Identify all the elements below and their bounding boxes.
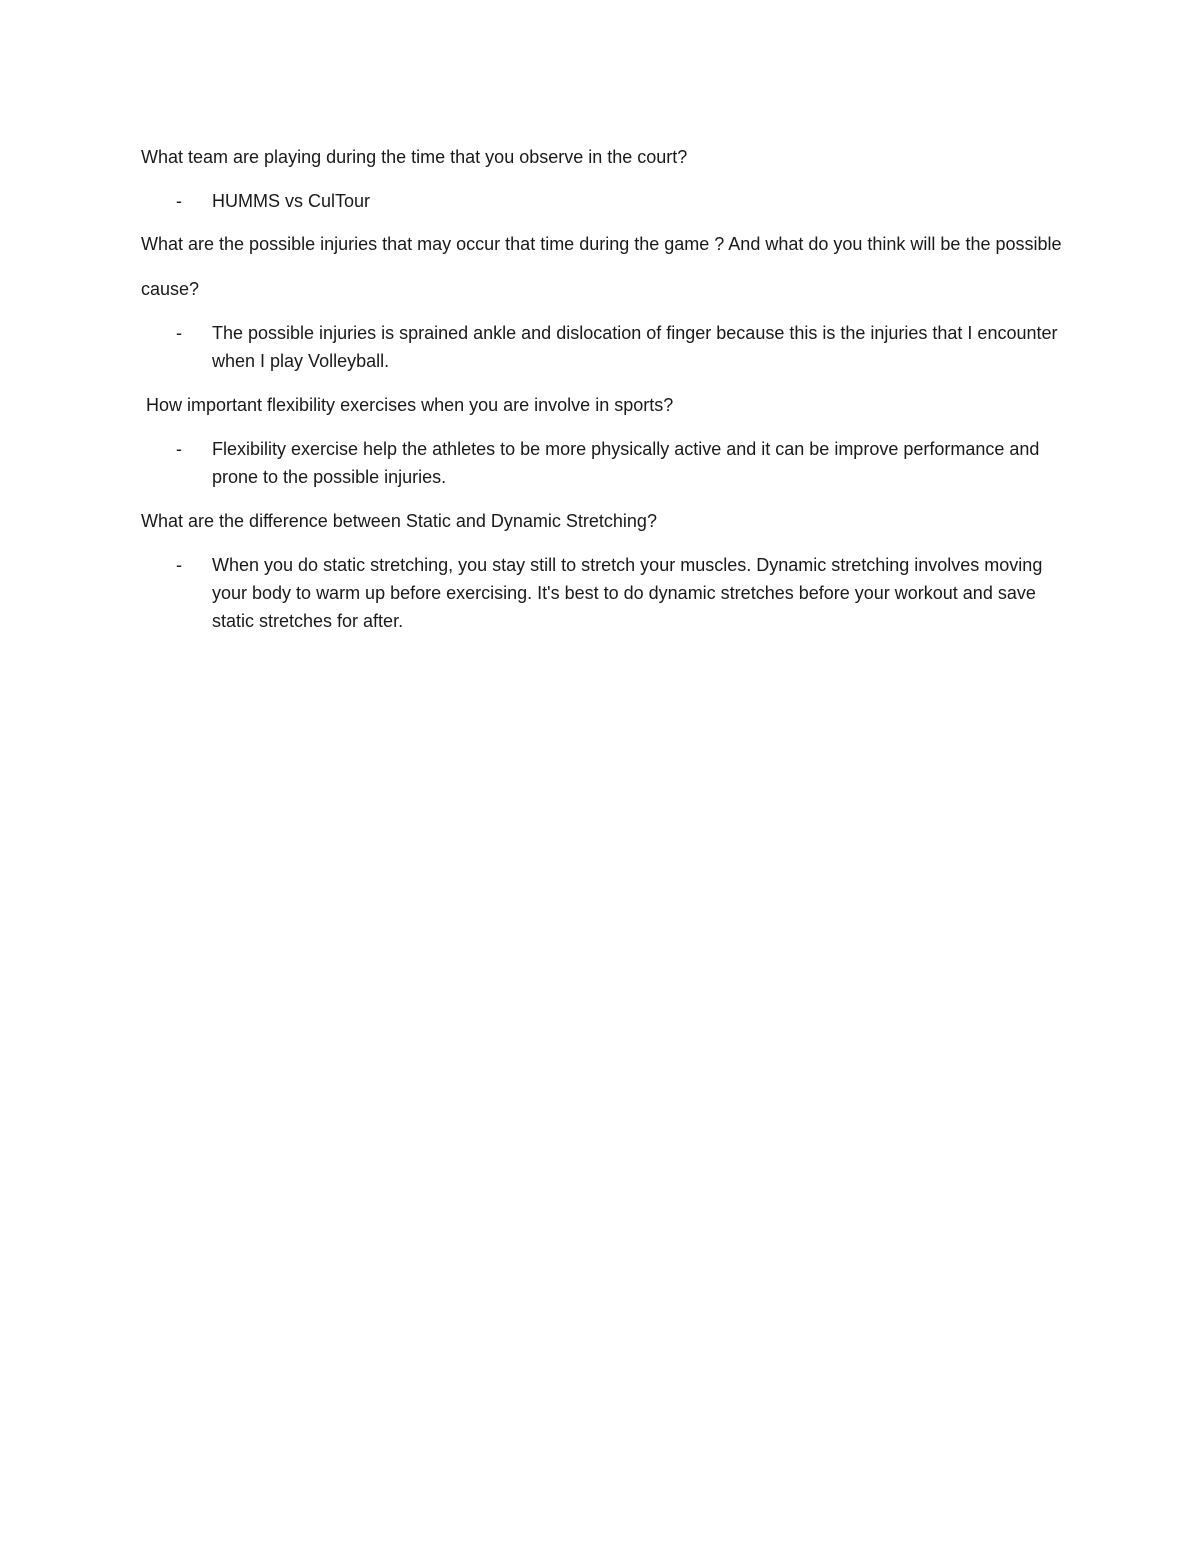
question-1: What team are playing during the time that you observe in the court?: [141, 147, 688, 167]
question-4: What are the difference between Static and Dynamic Stretching?: [141, 511, 657, 531]
answer-text: The possible injuries is sprained ankle and dislocation of finger because this is the injuries that I encounter when I play Volleyball.: [212, 323, 1058, 371]
answer-1: [141, 187, 1071, 215]
bullet-dash: -: [176, 439, 182, 459]
bullet-dash: -: [176, 191, 182, 211]
answer-text: HUMMS vs CulTour: [212, 191, 371, 211]
answer-4: [141, 551, 1071, 635]
document-body: [141, 143, 1071, 651]
answer-3: [141, 435, 1071, 491]
question-3: How important flexibility exercises when you are involve in sports?: [146, 395, 674, 415]
answer-2: [141, 319, 1071, 375]
answer-text: Flexibility exercise help the athletes to be more physically active and it can be improve performance and prone to the possible injuries.: [212, 439, 1040, 487]
bullet-dash: -: [176, 555, 182, 575]
question-2: What are the possible injuries that may occur that time during the game ? And what do you think will be the possible cause?: [141, 234, 1062, 299]
bullet-dash: -: [176, 323, 182, 343]
answer-text: When you do static stretching, you stay still to stretch your muscles. Dynamic stretching involves moving your body to warm up before exercising. It's best to do dynamic stretches before your workout and save static stretches for after.: [212, 555, 1043, 631]
